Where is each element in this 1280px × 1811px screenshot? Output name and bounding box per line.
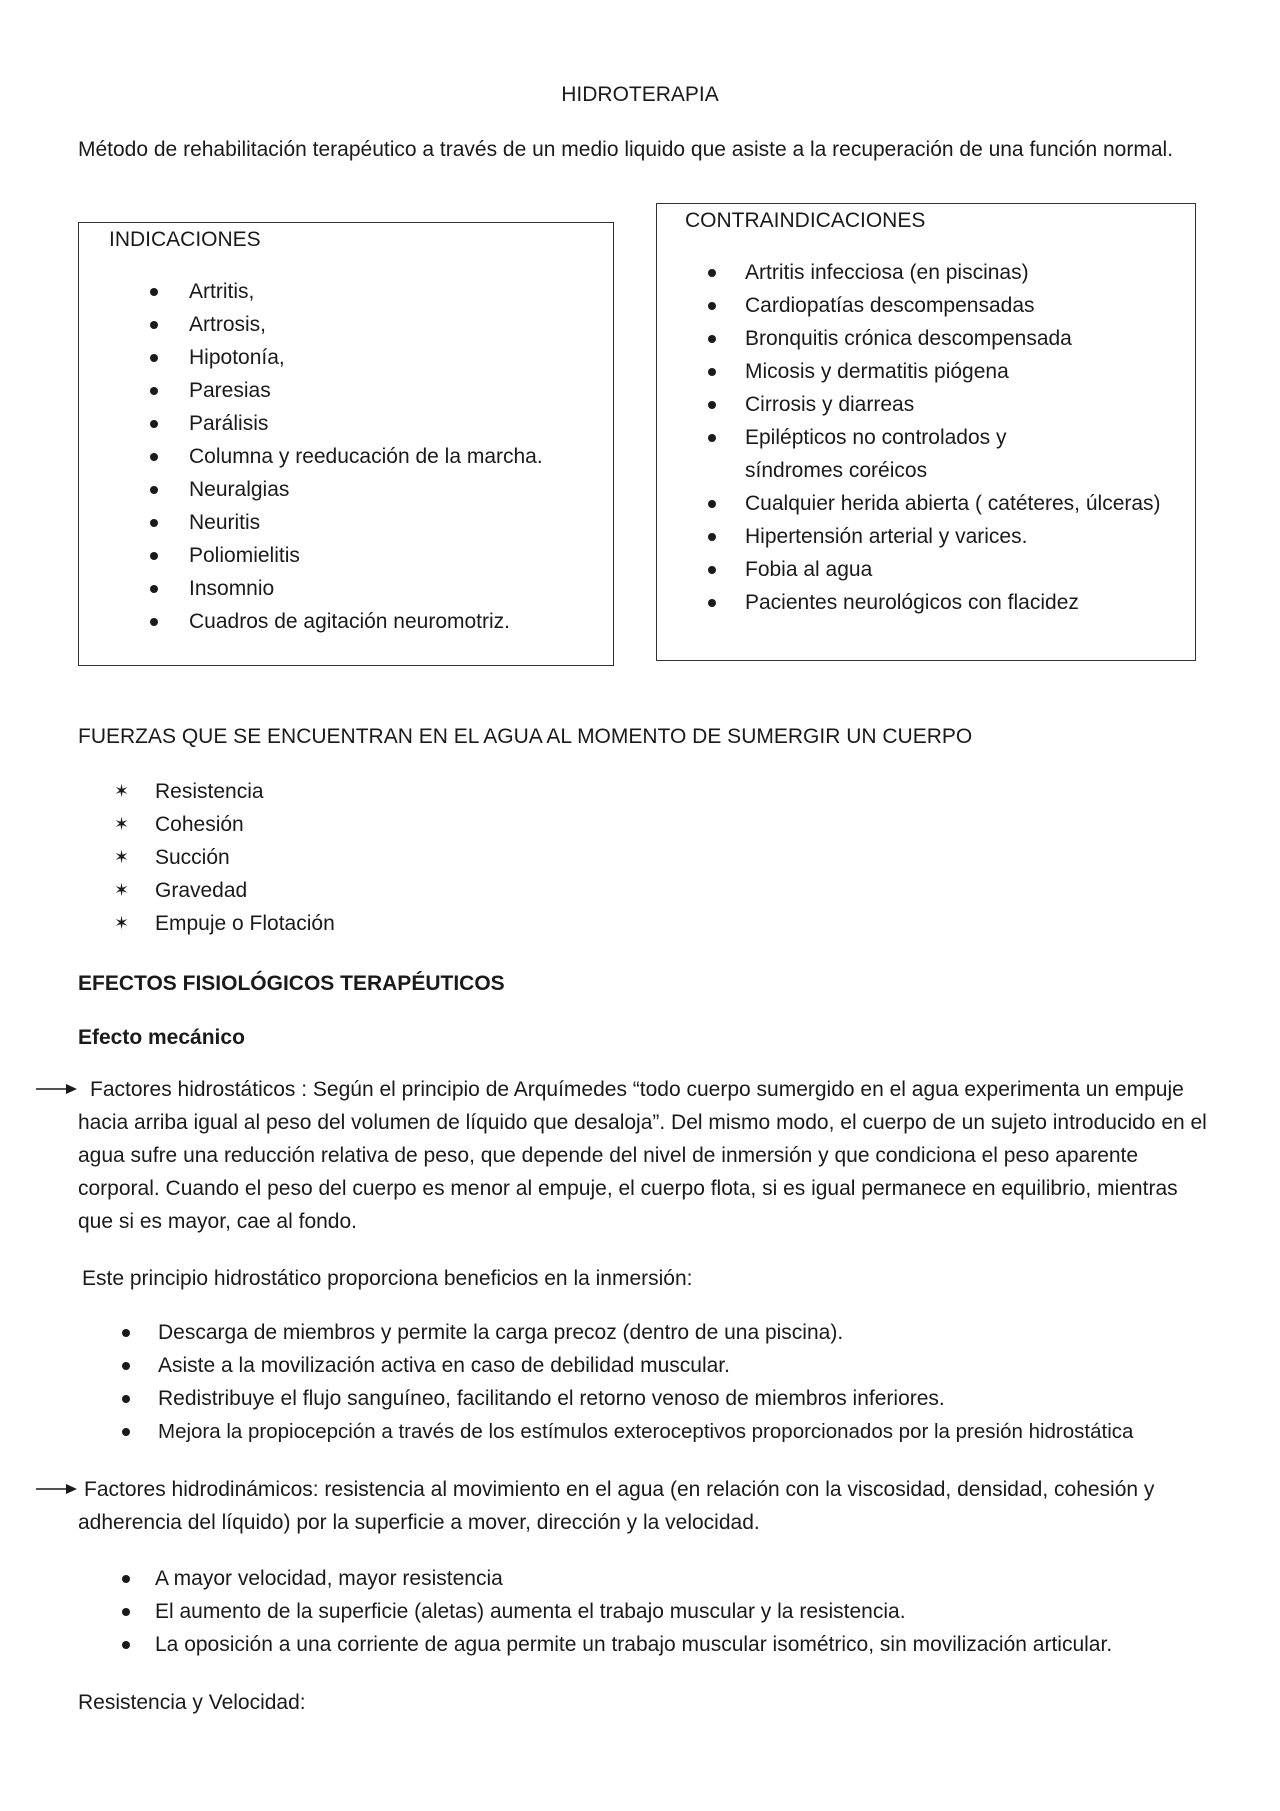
fuerzas-heading: FUERZAS QUE SE ENCUENTRAN EN EL AGUA AL MOMENTO DE SUMERGIR UN CUERPO [78,725,973,748]
list-item: Bronquitis crónica descompensada [657,322,1187,355]
intro-paragraph: Método de rehabilitación terapéutico a través de un medio liquido que asiste a la recuperación de una función normal. [78,138,1174,161]
hidrodinamicos-paragraph: Factores hidrodinámicos: resistencia al movimiento en el agua (en relación con la viscosidad, densidad, cohesión y adherencia del líquido) por la superficie a mover, dirección y la velocidad. [78,1478,1155,1534]
list-item: ✶ Succión [78,841,335,874]
list-item: Epilépticos no controlados y síndromes coréicos [657,421,1187,487]
beneficios-intro: Este principio hidrostático proporciona beneficios en la inmersión: [82,1267,693,1290]
list-item: Hipertensión arterial y varices. [657,520,1187,553]
list-item: Micosis y dermatitis piógena [657,355,1187,388]
list-item: ✶ Empuje o Flotación [78,907,335,940]
list-item: Paresias [79,374,543,407]
hidrostaticos-paragraph: Factores hidrostáticos : Según el principio de Arquímedes “todo cuerpo sumergido en el agua experimenta un empuje hacia arriba igual al peso del volumen de líquido que desaloja”. Del mismo modo, el cuerpo de un sujeto introducido en el agua sufre una reducción relativa de peso, que depende del nivel de inmersión y que condiciona el peso aparente corporal. Cuando el peso del cuerpo es menor al empuje, el cuerpo flota, si es igual permanece en equilibrio, mientras que si es mayor, cae al fondo. [78,1078,1207,1233]
list-item: Artrosis, [79,308,543,341]
list-item: Columna y reeducación de la marcha. [79,440,543,473]
list-item: Neuralgias [79,473,543,506]
list-item: Artritis infecciosa (en piscinas) [657,256,1187,289]
list-item: Parálisis [79,407,543,440]
list-item: ✶ Gravedad [78,874,335,907]
list-item: Cualquier herida abierta ( catéteres, úlceras) [657,487,1187,520]
asterisk-bullet-icon: ✶ [114,880,130,900]
arrow-right-icon [36,1082,78,1096]
efecto-mecanico-heading: Efecto mecánico [78,1026,245,1049]
contraindicaciones-box [656,203,1196,661]
list-item: Asiste a la movilización activa en caso de debilidad muscular. [78,1349,1238,1382]
asterisk-bullet-icon: ✶ [114,847,130,867]
list-item: Cuadros de agitación neuromotriz. [79,605,543,638]
asterisk-bullet-icon: ✶ [114,781,130,801]
list-item: A mayor velocidad, mayor resistencia [78,1562,1238,1595]
asterisk-bullet-icon: ✶ [114,814,130,834]
list-item: ✶ Resistencia [78,775,335,808]
resistencia-velocidad-heading: Resistencia y Velocidad: [78,1691,306,1714]
beneficios-list [78,1316,1238,1448]
arrow-right-icon [36,1482,78,1496]
indicaciones-heading: INDICACIONES [109,228,261,251]
list-item: Neuritis [79,506,543,539]
list-item: Pacientes neurológicos con flacidez [657,586,1187,619]
contraindicaciones-list [657,256,1187,619]
hidrodinamicos-list [78,1562,1238,1661]
asterisk-bullet-icon: ✶ [114,913,130,933]
list-item: ✶ Cohesión [78,808,335,841]
list-item: Mejora la propiocepción a través de los estímulos exteroceptivos proporcionados por la presión hidrostática [78,1415,1238,1448]
list-item: Artritis, [79,275,543,308]
page-title: HIDROTERAPIA [561,83,719,106]
contraindicaciones-heading: CONTRAINDICACIONES [685,209,926,232]
list-item: Cirrosis y diarreas [657,388,1187,421]
list-item: El aumento de la superficie (aletas) aumenta el trabajo muscular y la resistencia. [78,1595,1238,1628]
list-item: Descarga de miembros y permite la carga precoz (dentro de una piscina). [78,1316,1238,1349]
list-item: La oposición a una corriente de agua permite un trabajo muscular isométrico, sin movilización articular. [78,1628,1238,1661]
efectos-heading: EFECTOS FISIOLÓGICOS TERAPÉUTICOS [78,972,505,995]
fuerzas-list [78,775,335,940]
list-item: Poliomielitis [79,539,543,572]
indicaciones-box [78,222,614,666]
indicaciones-list [79,275,543,638]
list-item: Fobia al agua [657,553,1187,586]
list-item: Cardiopatías descompensadas [657,289,1187,322]
list-item: Redistribuye el flujo sanguíneo, facilitando el retorno venoso de miembros inferiores. [78,1382,1238,1415]
list-item: Hipotonía, [79,341,543,374]
list-item: Insomnio [79,572,543,605]
